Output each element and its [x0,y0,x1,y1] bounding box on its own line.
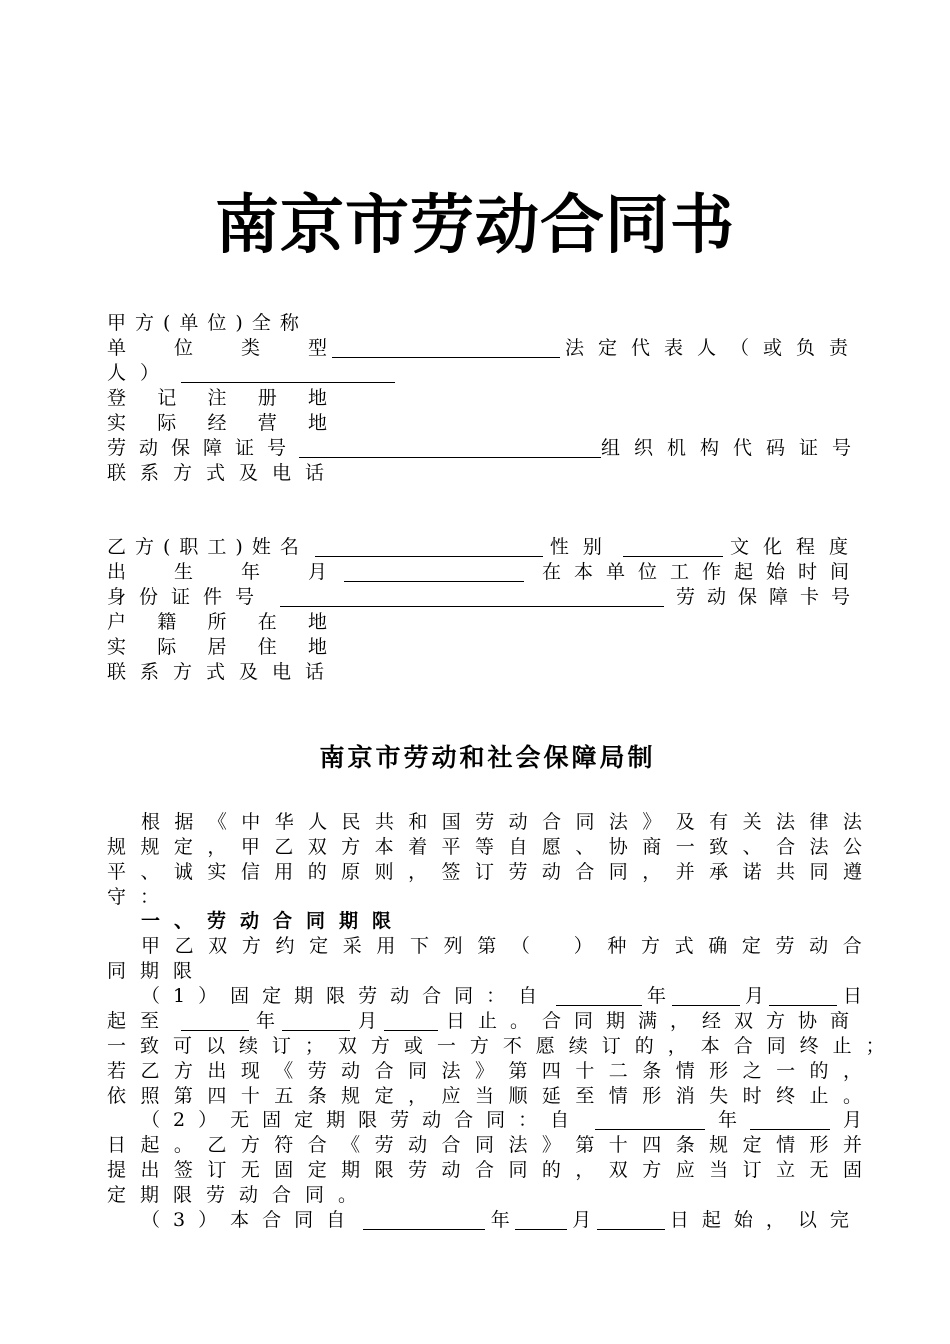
party-b-birth-blank[interactable] [344,564,524,582]
item1-text-5: 依 照 第 四 十 五 条 规 定 ， 应 当 顺 延 至 情 形 消 失 时 终 止 。 [107,1085,862,1107]
party-b-id-blank[interactable] [280,589,664,607]
item1-year-label: 年 [647,985,667,1007]
item1-line-3 [107,1034,885,1059]
party-b-education-label: 文化程度 [729,536,862,558]
intro-line-3 [107,860,862,885]
item2-line-1 [141,1108,862,1133]
item3-suffix: 日起始，以完 [669,1209,862,1231]
party-b-name-label: 乙方(职工)姓名 [107,536,308,558]
party-b-birth-label: 出 生 年 月 [107,561,327,583]
party-a-cert-blank[interactable] [299,440,601,458]
item1-start-year-blank[interactable] [556,988,642,1006]
choose-line-1 [141,934,862,959]
party-b-card-label: 劳动保障卡号 [675,586,862,608]
party-b-id-label: 身份证件号 [107,586,268,608]
item3-line-1 [141,1208,862,1233]
party-a-type-blank[interactable] [332,340,560,358]
item1-end-year-blank[interactable] [181,1013,249,1031]
item2-text-2: 日 起 。 乙 方 符 合 《 劳 动 合 同 法 》 第 十 四 条 规 定 情 形 并 [107,1134,862,1156]
choose-text-2: 同期限 [107,960,207,982]
party-a-rep-label: 法定代表人（或负责 [564,337,862,359]
section-1-title: 一、劳动合同期限 [141,910,406,932]
intro-line-2 [107,835,862,860]
item1-text-4: 若 乙 方 出 现 《 劳 动 合 同 法 》 第 四 十 二 条 情 形 之 一 的 ， [107,1060,862,1082]
party-a-cert-label: 劳动保障证号 [107,437,300,459]
party-b-gender-blank[interactable] [623,539,723,557]
item2-prefix: （2）无固定期限劳动合同：自 [141,1109,583,1131]
party-a-org-code-label: 组织机构代码证号 [601,437,866,459]
party-a-reg-row [107,386,862,411]
choose-line-2 [107,959,862,984]
intro-text-3: 平 、 诚 实 信 用 的 原 则 ， 签 订 劳 动 合 同 ， 并 承 诺 共 同 遵 [107,861,862,883]
item3-start-day-blank[interactable] [597,1212,665,1230]
party-b-gender-label: 性别 [549,536,616,558]
item1-day-label: 日 [842,985,862,1007]
item3-month-label: 月 [572,1209,592,1231]
party-b-contact-row [107,660,862,685]
intro-line-4 [107,885,862,910]
item2-line-4 [107,1183,862,1208]
item1-month-label: 月 [744,985,764,1007]
party-b-birth-row [107,560,862,585]
item1-text-3: 一 致 可 以 续 订 ； 双 方 或 一 方 不 愿 续 订 的 ， 本 合 同 终 止 ； [107,1035,885,1057]
party-b-residence-label: 实 际 居 住 地 [107,636,327,658]
party-b-hukou-row [107,610,862,635]
item1-end-year-label: 年 [255,1010,275,1032]
party-a-actual-row [107,411,862,436]
item1-line-2 [107,1009,862,1034]
party-b-id-row [107,585,862,610]
party-b-contact-label: 联系方式及电话 [107,661,339,683]
item2-month-label: 月 [842,1109,862,1131]
item1-end-day-blank[interactable] [384,1013,438,1031]
item2-text-4: 定期限劳动合同。 [107,1184,372,1206]
item2-start-month-blank[interactable] [750,1112,830,1130]
party-a-rep-row [107,361,862,386]
section-1-heading [141,909,896,934]
intro-line-1 [141,810,862,835]
item1-l2-start: 起至 [107,1010,174,1032]
party-a-reg-label: 登 记 注 册 地 [107,387,327,409]
party-b-name-blank[interactable] [315,539,543,557]
party-a-name-label: 甲方(单位)全称 [107,312,308,334]
party-b-residence-row [107,635,862,660]
item1-prefix: （1）固定期限劳动合同：自 [141,985,551,1007]
item2-text-3: 提 出 签 订 无 固 定 期 限 劳 动 合 同 的 ， 双 方 应 当 订 立 无 固 [107,1159,862,1181]
party-a-cert-row [107,436,866,461]
document-title: 南京市劳动合同书 [215,189,735,263]
item1-line-4 [107,1059,862,1084]
party-a-rep-blank[interactable] [181,365,395,383]
party-a-rep-label-cont: 人） [107,362,174,384]
item1-start-day-blank[interactable] [769,988,837,1006]
item2-line-3 [107,1158,862,1183]
item3-start-month-blank[interactable] [515,1212,567,1230]
party-a-type-label: 单 位 类 型 [107,337,327,359]
item3-prefix: （3）本合同自 [141,1209,359,1231]
party-a-contact-label: 联系方式及电话 [107,462,339,484]
item2-year-label: 年 [718,1109,738,1131]
party-b-hukou-label: 户 籍 所 在 地 [107,611,327,633]
item1-line-1 [141,984,862,1009]
intro-text-2: 规 规 定 ， 甲 乙 双 方 本 着 平 等 自 愿 、 协 商 一 致 、 合 法 公 [107,836,862,858]
intro-text-1: 根 据 《 中 华 人 民 共 和 国 劳 动 合 同 法 》 及 有 关 法 律 法 [141,811,862,833]
item3-start-year-blank[interactable] [363,1212,485,1230]
item2-start-year-blank[interactable] [595,1112,705,1130]
party-a-contact-row [107,461,862,486]
item3-year-label: 年 [490,1209,510,1231]
item2-line-2 [107,1133,862,1158]
party-a-type-row [107,336,862,361]
item1-line-5 [107,1084,862,1109]
party-b-name-row [107,535,862,560]
intro-text-4: 守： [107,886,174,908]
item1-start-month-blank[interactable] [672,988,740,1006]
item1-l2-end: 日止。合同期满，经双方协商 [445,1010,862,1032]
party-a-name-row [107,311,862,336]
item1-end-month-blank[interactable] [282,1013,350,1031]
party-a-actual-label: 实 际 经 营 地 [107,412,327,434]
issuer-title: 南京市劳动和社会保障局制 [319,743,656,772]
choose-text-1: 甲 乙 双 方 约 定 采 用 下 列 第 （ ） 种 方 式 确 定 劳 动 合 [141,935,862,957]
item1-end-month-label: 月 [357,1010,377,1032]
party-b-start-label: 在本单位工作起始时间 [541,561,862,583]
